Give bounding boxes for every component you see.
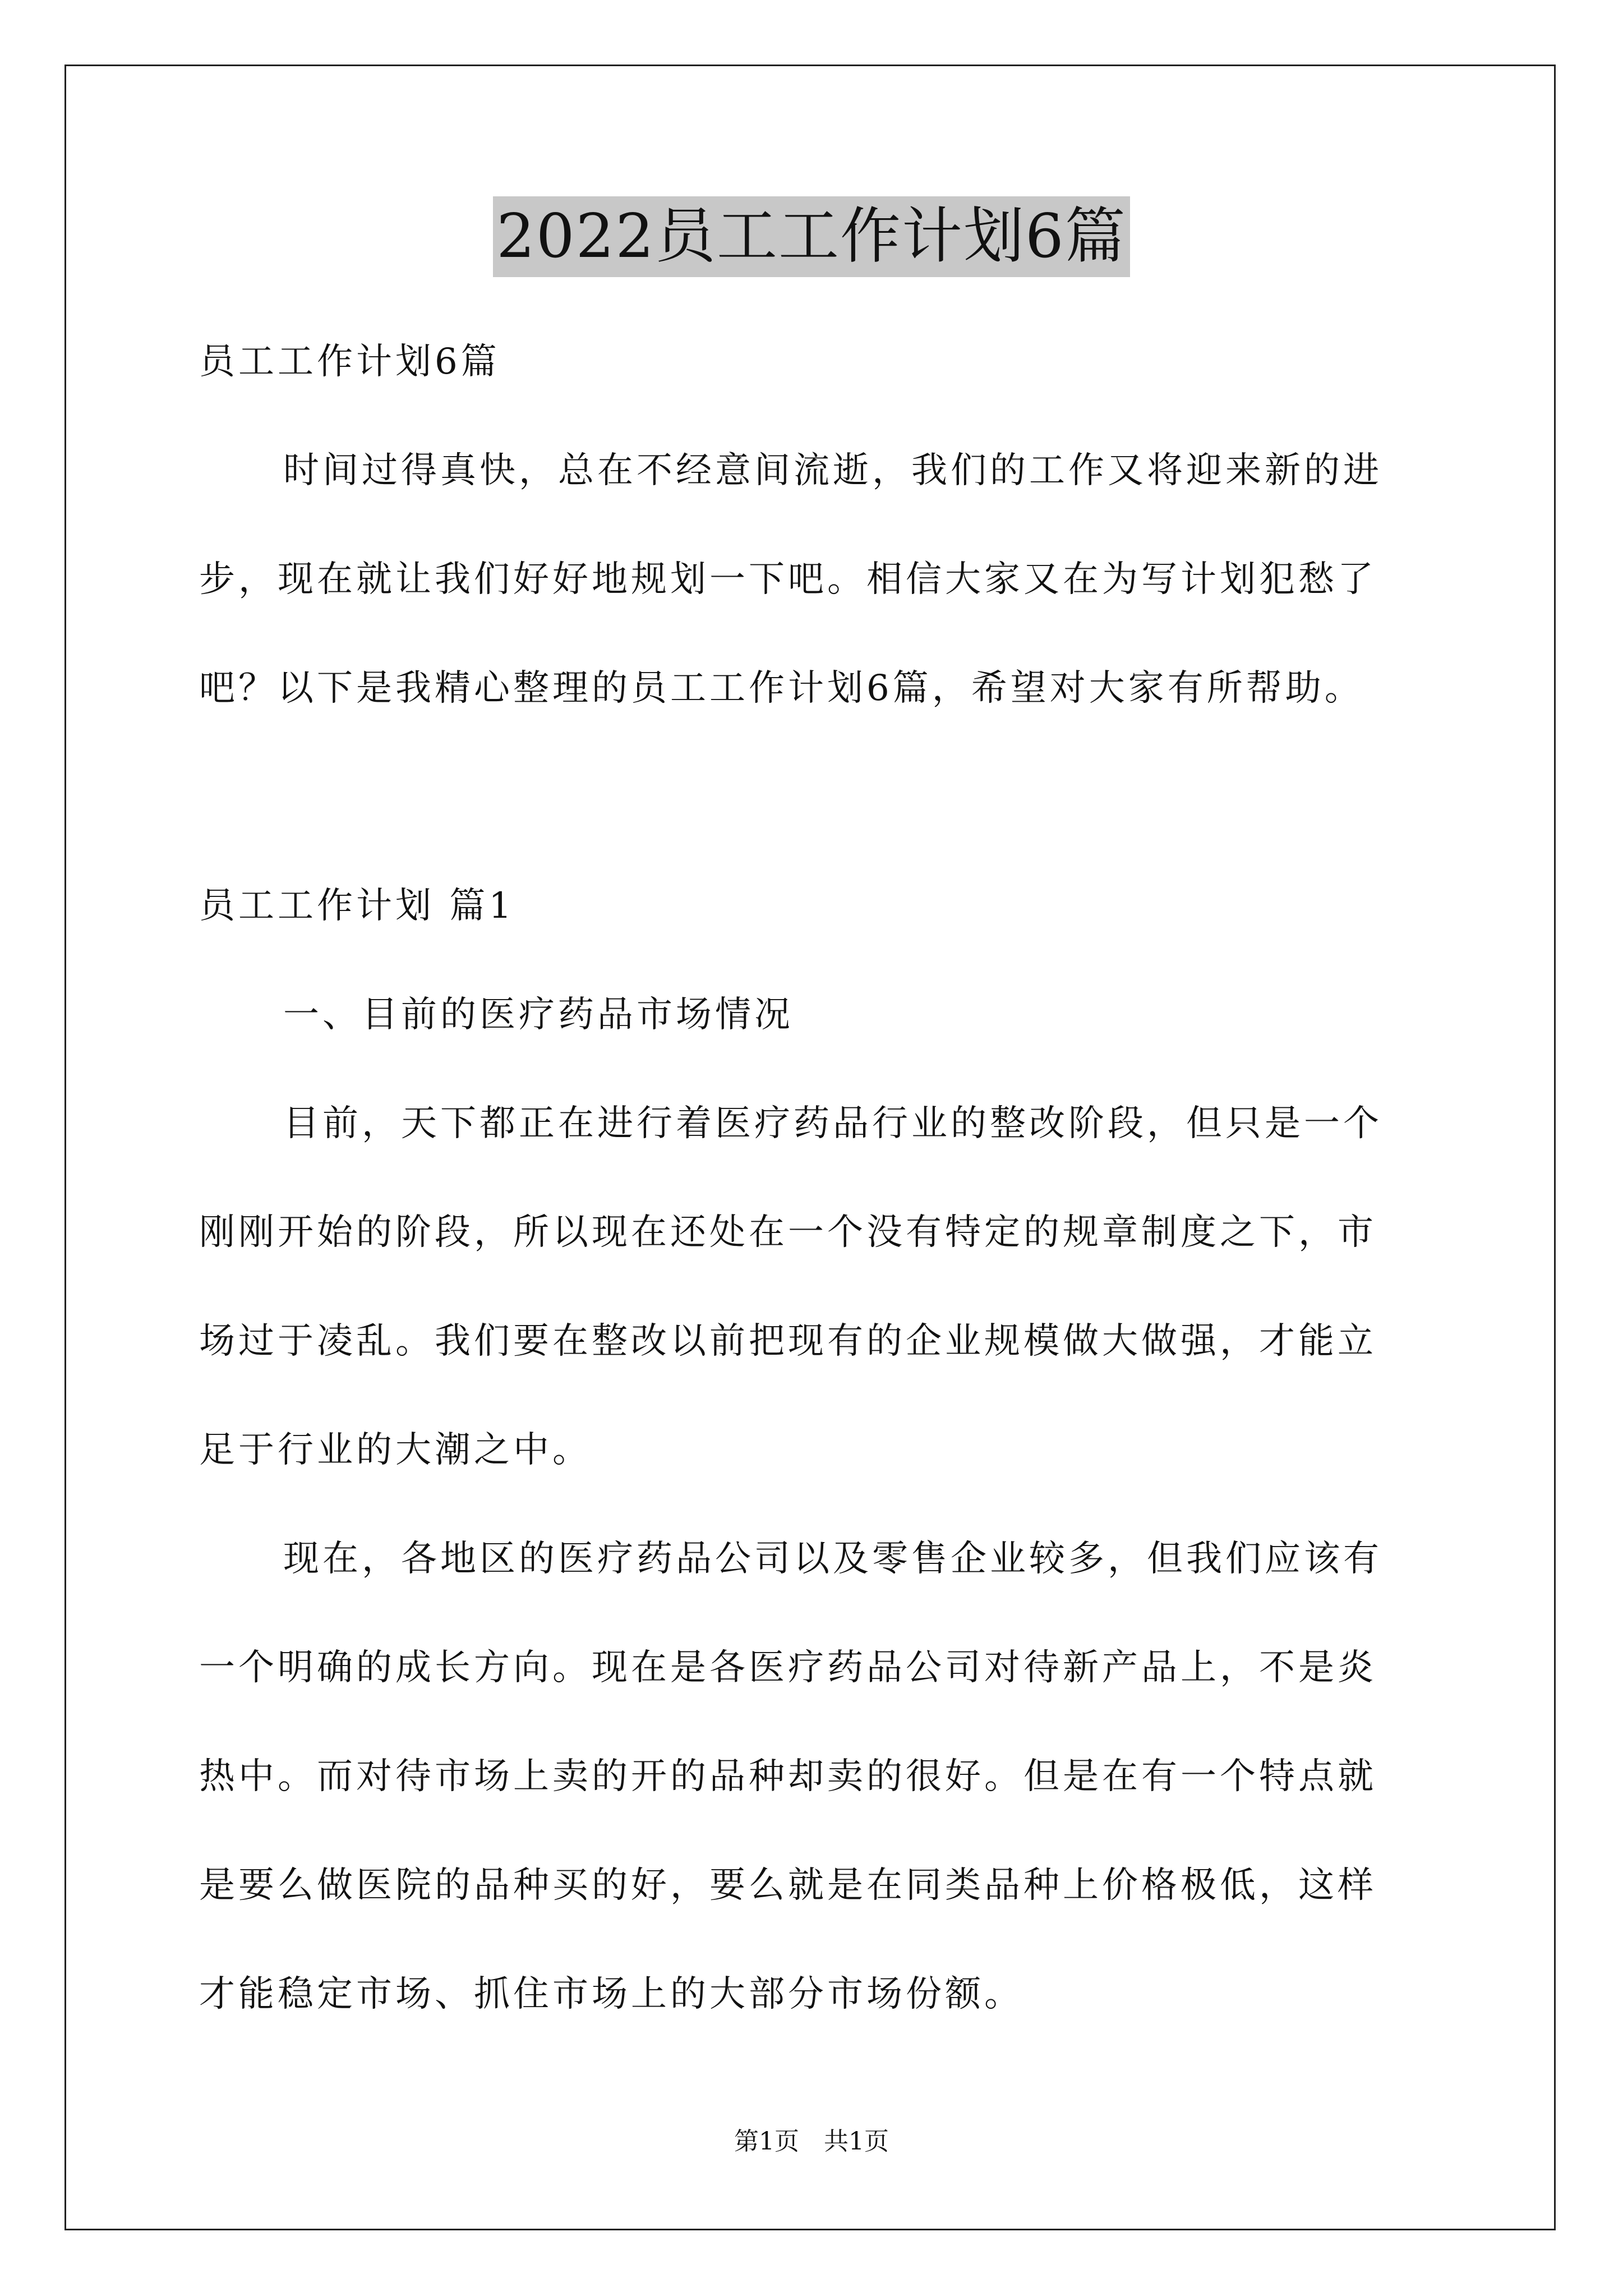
paragraph1-line-4: 足于行业的大潮之中。 bbox=[199, 1429, 592, 1471]
paragraph2-line-4: 是要么做医院的品种买的好，要么就是在同类品种上价格极低，这样 bbox=[199, 1865, 1377, 1906]
paragraph2-line-1: 现在，各地区的医疗药品公司以及零售企业较多，但我们应该有 bbox=[283, 1538, 1382, 1580]
intro-line-1: 时间过得真快，总在不经意间流逝，我们的工作又将迎来新的进 bbox=[283, 450, 1382, 491]
subtitle: 员工工作计划6篇 bbox=[199, 341, 500, 383]
intro-line-3: 吧？以下是我精心整理的员工工作计划6篇，希望对大家有所帮助。 bbox=[199, 668, 1364, 709]
document-title: 2022员工工作计划6篇 bbox=[493, 196, 1130, 277]
page-footer: 第1页 共1页 bbox=[734, 2127, 889, 2156]
paragraph1-line-2: 刚刚开始的阶段，所以现在还处在一个没有特定的规章制度之下，市 bbox=[199, 1212, 1377, 1253]
paragraph2-line-5: 才能稳定市场、抓住市场上的大部分市场份额。 bbox=[199, 1973, 1023, 2015]
paragraph1-line-3: 场过于凌乱。我们要在整改以前把现有的企业规模做大做强，才能立 bbox=[199, 1320, 1377, 1362]
paragraph2-line-3: 热中。而对待市场上卖的开的品种却卖的很好。但是在有一个特点就 bbox=[199, 1756, 1377, 1797]
paragraph1-line-1: 目前，天下都正在进行着医疗药品行业的整改阶段，但只是一个 bbox=[283, 1103, 1382, 1144]
blank-line bbox=[199, 743, 1427, 852]
intro-line-2: 步，现在就让我们好好地规划一下吧。相信大家又在为写计划犯愁了 bbox=[199, 559, 1377, 600]
sub-heading: 一、目前的医疗药品市场情况 bbox=[283, 994, 794, 1036]
paragraph2-line-2: 一个明确的成长方向。现在是各医疗药品公司对待新产品上，不是炎 bbox=[199, 1647, 1377, 1688]
section-heading: 员工工作计划 篇1 bbox=[199, 885, 515, 927]
document-body bbox=[199, 307, 1427, 2049]
